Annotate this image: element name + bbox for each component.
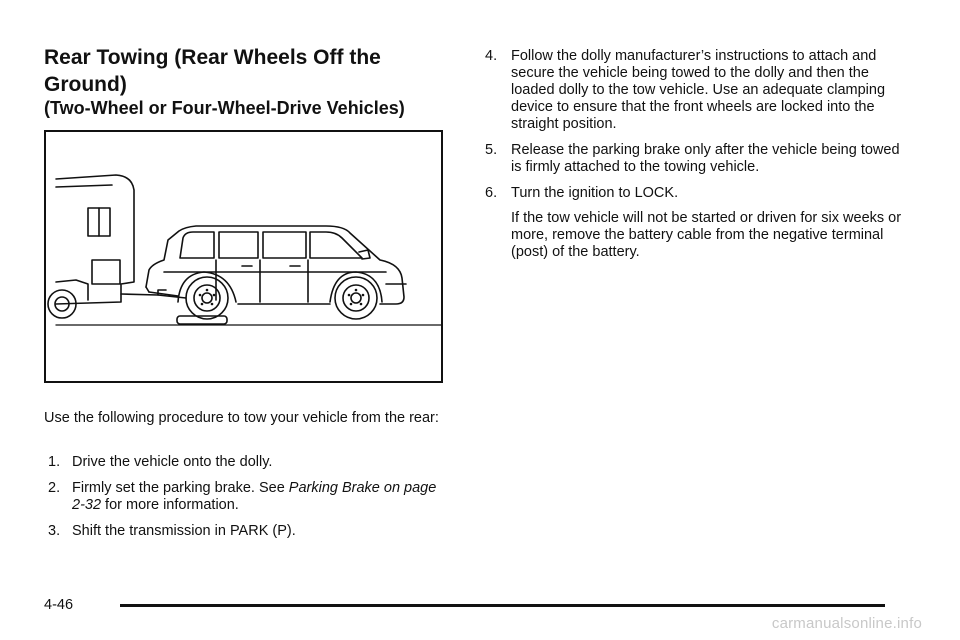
step-note: If the tow vehicle will not be started or driven for six weeks or more, remove the battery cable from the negative terminal (post) of the battery.	[511, 210, 902, 260]
step-text: Follow the dolly manufacturer’s instructions to attach and secure the vehicle being towed to the dolly and then the loaded dolly to the tow vehicle. Use an adequate clamping device to ensure that the front wheels are locked into the straight position.	[511, 48, 886, 132]
step-text: Drive the vehicle onto the dolly.	[72, 454, 273, 470]
page-title: Rear Towing (Rear Wheels Off the Ground)	[44, 46, 381, 96]
step-text-continued: for more information.	[101, 497, 239, 513]
page-subtitle: (Two-Wheel or Four-Wheel-Drive Vehicles)	[44, 98, 405, 118]
step-text: Turn the ignition to LOCK.	[511, 185, 679, 201]
list-item	[485, 185, 905, 261]
step-text: Shift the transmission in PARK (P).	[72, 523, 296, 539]
list-item	[48, 523, 452, 540]
step-number: 4.	[485, 48, 498, 64]
step-number: 1.	[48, 454, 61, 470]
step-number: 3.	[48, 523, 61, 539]
vehicle-on-dolly-icon	[46, 132, 441, 381]
watermark: carmanualsonline.info	[771, 615, 922, 632]
step-text: Firmly set the parking brake. See	[72, 480, 289, 496]
step-number: 2.	[48, 480, 61, 496]
step-text: Release the parking brake only after the vehicle being towed is firmly attached to the towing vehicle.	[511, 142, 900, 175]
procedure-steps-right	[485, 48, 905, 270]
towing-illustration	[44, 130, 443, 383]
list-item	[485, 142, 905, 176]
intro-paragraph: Use the following procedure to tow your vehicle from the rear:	[44, 410, 439, 426]
list-item	[48, 454, 452, 471]
page-number: 4-46	[44, 597, 74, 613]
step-number: 6.	[485, 185, 498, 201]
step-number: 5.	[485, 142, 498, 158]
list-item	[48, 480, 452, 514]
cross-reference-link[interactable]: Parking Brake on page 2-32	[72, 480, 437, 513]
procedure-steps-left	[48, 454, 452, 549]
footer-divider	[120, 604, 885, 607]
list-item	[485, 48, 905, 133]
